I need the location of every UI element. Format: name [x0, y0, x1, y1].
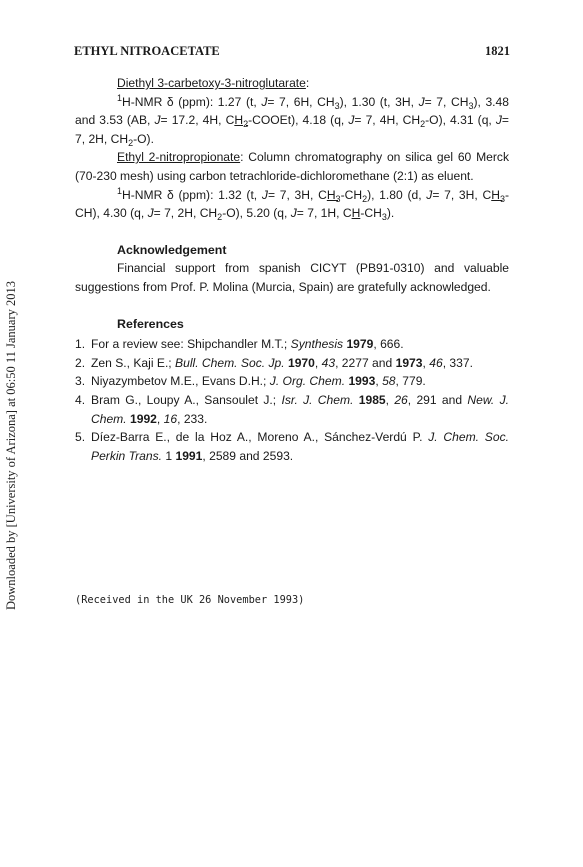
running-header [74, 44, 510, 59]
reference-list [75, 335, 509, 465]
references-heading: References [117, 316, 184, 331]
reference-item: 4. Bram G., Loupy A., Sansoulet J.; Isr. J. Chem. 1985, 26, 291 and New. J. Chem. 1992, 16, 233. [75, 392, 509, 426]
compound-2-description: Ethyl 2-nitropropionate: Column chromatography on silica gel 60 Merck (70-230 mesh) using carbon tetrachloride-dichloromethane (2:1) as eluent. [75, 150, 509, 183]
reference-item: 1. For a review see: Shipchandler M.T.; Synthesis 1979, 666. [75, 337, 404, 352]
reference-item: 3. Niyazymbetov M.E., Evans D.H.; J. Org. Chem. 1993, 58, 779. [75, 374, 426, 389]
acknowledgement-text: Financial support from spanish CICYT (PB91-0310) and valuable suggestions from Prof. P. Molina (Murcia, Spain) are gratefully acknowledged. [75, 261, 509, 294]
compound-2-name: Ethyl 2-nitropropionate [117, 150, 241, 165]
running-title: ETHYL NITROACETATE [74, 44, 220, 58]
reference-item: 5. Díez-Barra E., de la Hoz A., Moreno A., Sánchez-Verdú P. J. Chem. Soc. Perkin Trans. 1 1991, 2589 and 2593. [75, 430, 510, 463]
compound-1-nmr: $^1$H-NMR δ (ppm): 1.27 (t, J= 7, 6H, $CH_3$), 1.30 (t, 3H, J= 7, $CH_3$), 3.48 and 3.53 (AB, J= 17.2, 4H, $CH_2-COOEt$), 4.18 (q, J= 7, 4H, $CH_2-O$), 4.31 (q, J= 7, 2H, $CH_2-O$). [75, 92, 509, 148]
page-body [75, 74, 509, 465]
reference-item: 2. Zen S., Kaji E.; Bull. Chem. Soc. Jp. 1970, 43, 2277 and 1973, 46, 337. [75, 355, 473, 370]
page-number: 1821 [485, 44, 510, 58]
received-date: (Received in the UK 26 November 1993) [75, 594, 305, 606]
compound-1-name: Diethyl 3-carbetoxy-3-nitroglutarate: [117, 76, 310, 90]
compound-2-nmr: $^1$H-NMR δ (ppm): 1.32 (t, J= 7, 3H, $CH_3-CH_2$), 1.80 (d, J= 7, 3H, $CH_3-CH$), 4.30 (q, J= 7, 2H, $CH_2-O$), 5.20 (q, J= 7, 1H, $CH-CH_3$). [75, 185, 509, 223]
acknowledgement-heading: Acknowledgement [117, 242, 227, 257]
download-watermark: Downloaded by [University of Arizona] at 06:50 11 January 2013 [4, 281, 18, 610]
